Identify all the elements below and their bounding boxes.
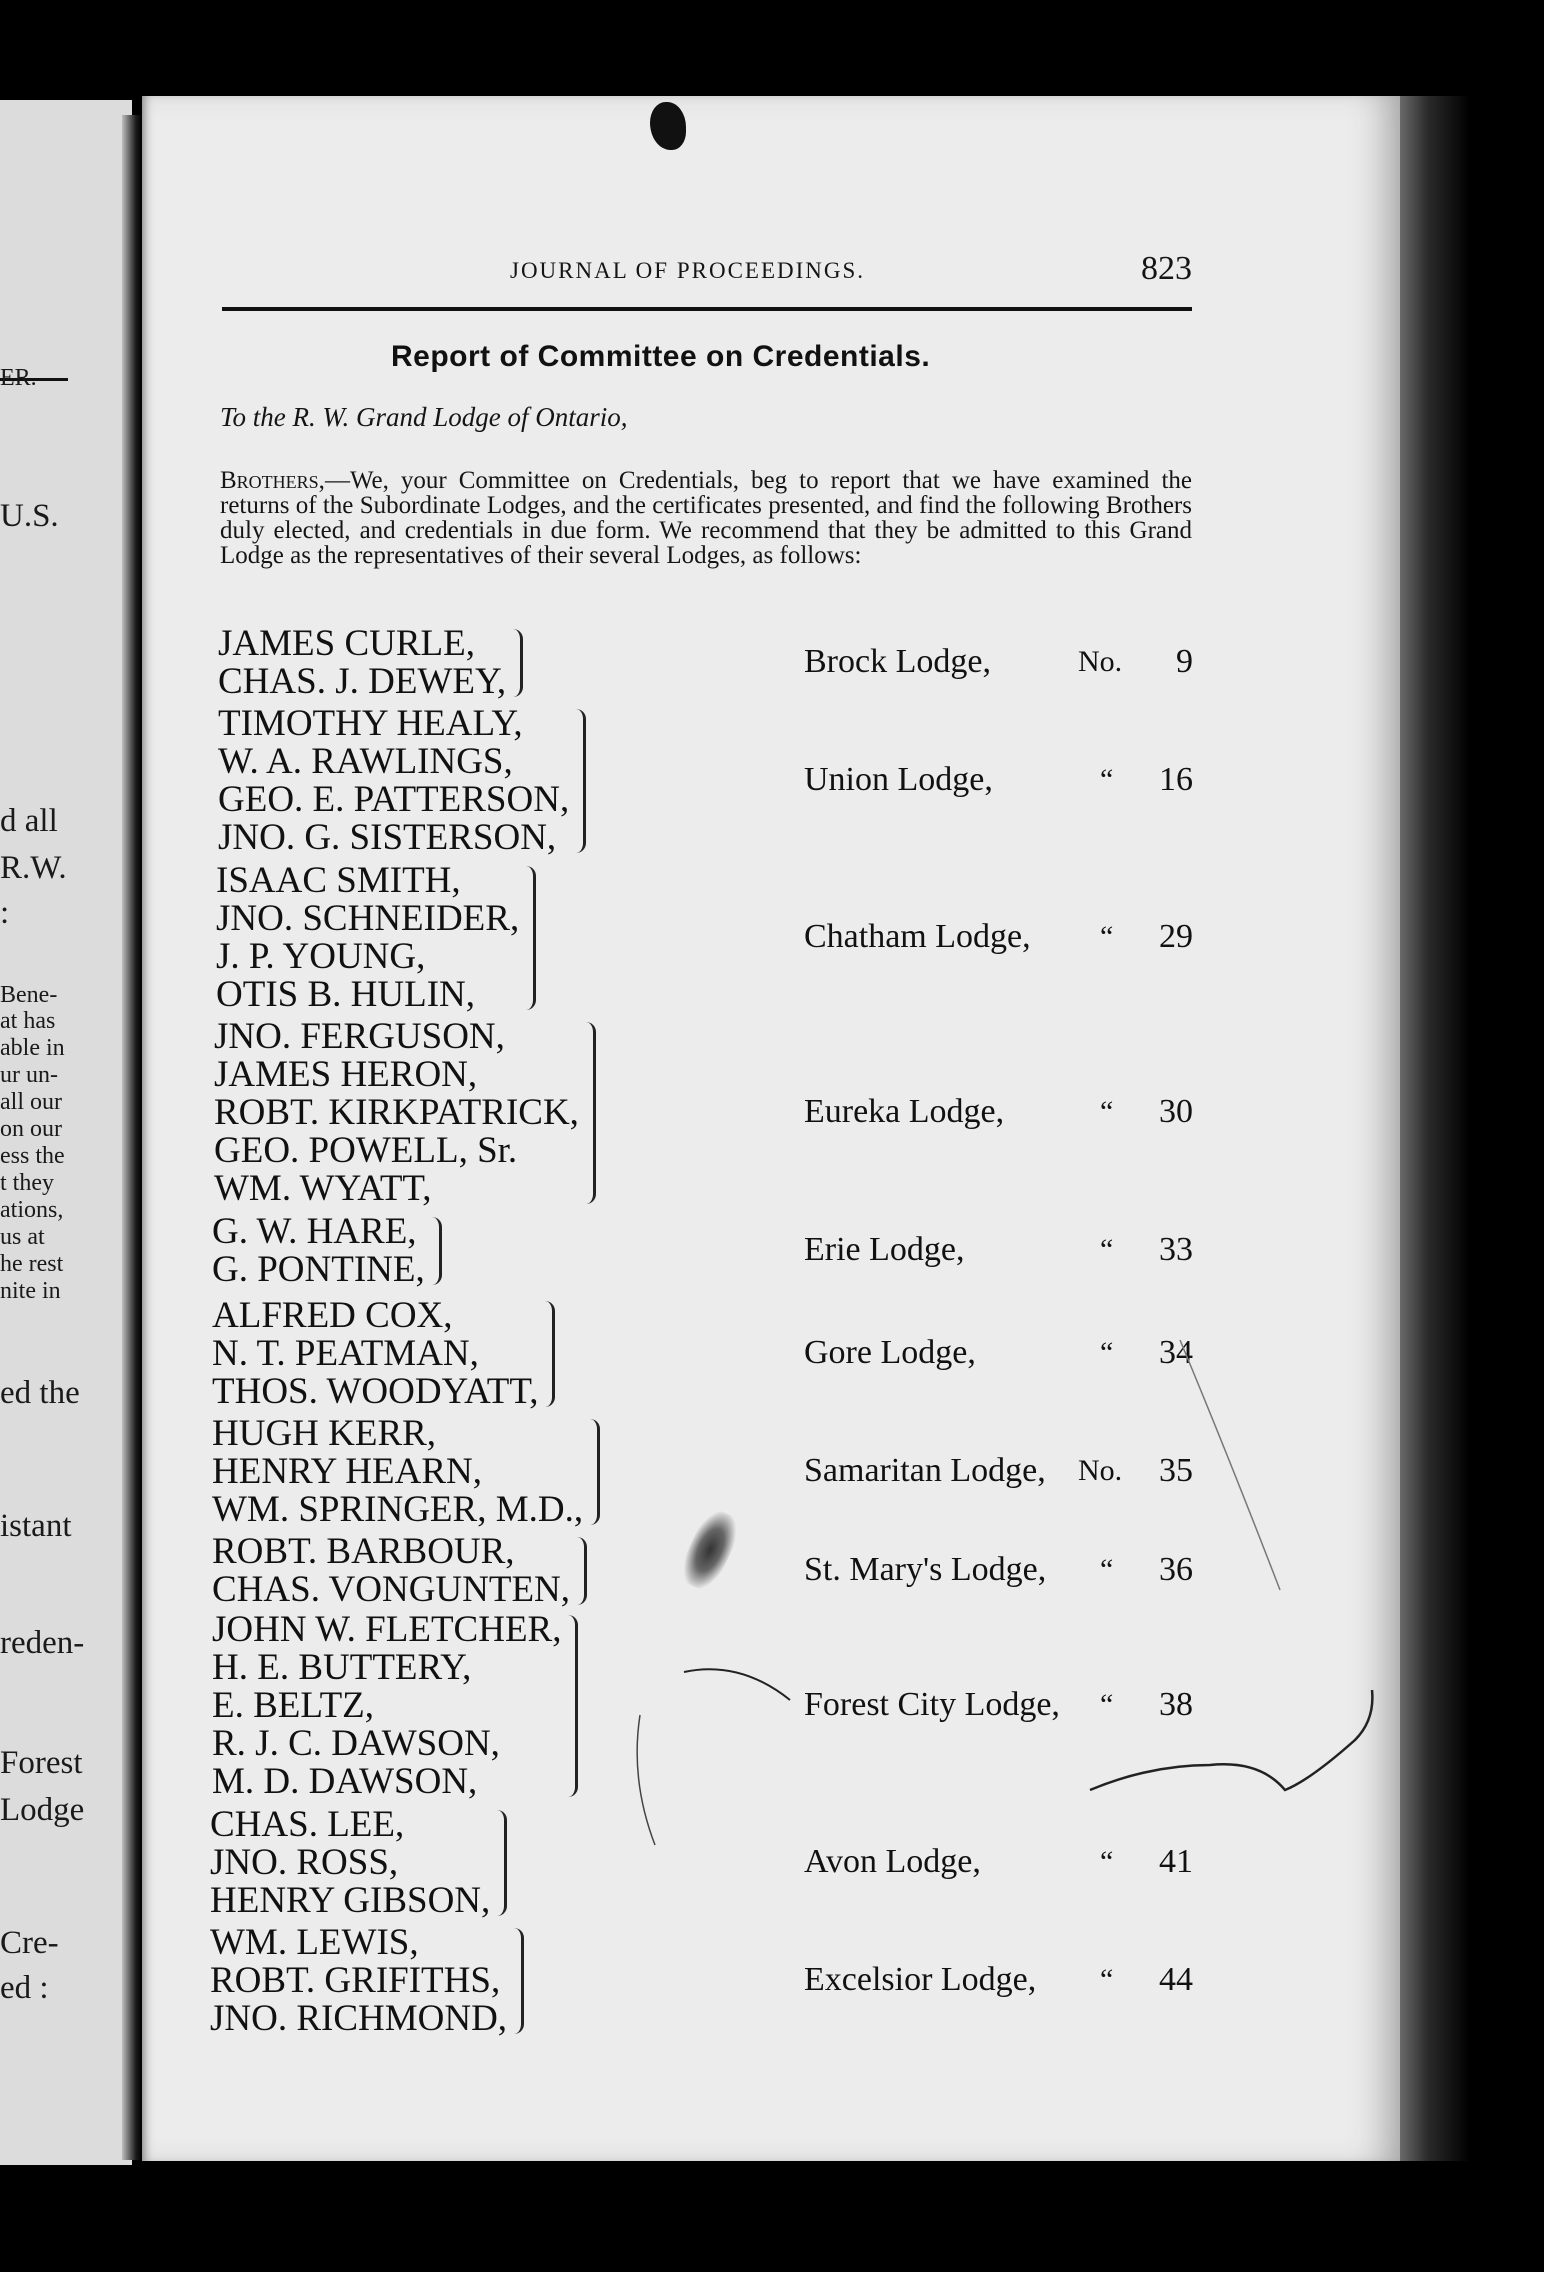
ditto-mark: “ <box>1100 1095 1114 1128</box>
ditto-mark: “ <box>1100 1553 1114 1586</box>
ditto-mark: “ <box>1100 920 1114 953</box>
left-page-text: Bene- <box>0 982 58 1008</box>
left-page-text: istant <box>0 1508 72 1544</box>
lodge-number: 35 <box>1159 1452 1193 1489</box>
running-header: JOURNAL OF PROCEEDINGS. <box>510 258 866 283</box>
lodge-number: 34 <box>1159 1334 1193 1371</box>
body-lead: Brothers, <box>220 467 325 494</box>
lodge-number: 36 <box>1159 1551 1193 1588</box>
page-number: 823 <box>1141 250 1192 287</box>
delegate-name: R. J. C. DAWSON, <box>212 1723 500 1764</box>
lodge-number: 33 <box>1159 1231 1193 1268</box>
delegate-name: H. E. BUTTERY, <box>212 1647 472 1688</box>
lodge-name: Union Lodge, <box>804 761 993 798</box>
left-page-text: ER. <box>0 365 37 391</box>
lodge-number: 41 <box>1159 1843 1193 1880</box>
delegate-name: CHAS. J. DEWEY, <box>218 661 507 702</box>
left-page-text: R.W. <box>0 850 67 886</box>
delegate-name: J. P. YOUNG, <box>216 936 426 977</box>
delegate-name: E. BELTZ, <box>212 1685 375 1726</box>
lodge-number: 9 <box>1176 643 1193 680</box>
ditto-mark: “ <box>1100 1688 1114 1721</box>
delegate-name: JOHN W. FLETCHER, <box>212 1609 562 1650</box>
ditto-mark: “ <box>1100 1336 1114 1369</box>
delegate-name: HUGH KERR, <box>212 1413 437 1454</box>
delegate-name: N. T. PEATMAN, <box>212 1333 479 1374</box>
ditto-mark: No. <box>1078 645 1123 678</box>
lodge-name: Avon Lodge, <box>804 1843 981 1880</box>
ditto-mark: “ <box>1100 1845 1114 1878</box>
delegate-name: JNO. FERGUSON, <box>214 1016 505 1057</box>
lodge-number: 29 <box>1159 918 1193 955</box>
delegate-name: GEO. POWELL, Sr. <box>214 1130 518 1171</box>
delegate-name: ISAAC SMITH, <box>216 860 461 901</box>
left-page-text: able in <box>0 1035 65 1061</box>
ditto-mark: No. <box>1078 1454 1123 1487</box>
delegate-name: ROBT. KIRKPATRICK, <box>214 1092 579 1133</box>
delegate-name: WM. SPRINGER, M.D., <box>212 1489 584 1530</box>
left-page-text: nite in <box>0 1278 61 1304</box>
delegate-name: CHAS. LEE, <box>210 1804 405 1845</box>
delegate-name: GEO. E. PATTERSON, <box>218 779 570 820</box>
left-page-text: us at <box>0 1224 45 1250</box>
lodge-number: 16 <box>1159 761 1193 798</box>
ditto-mark: “ <box>1100 1963 1114 1996</box>
left-page-text: ations, <box>0 1197 64 1223</box>
ditto-mark: “ <box>1100 1233 1114 1266</box>
salutation: To the R. W. Grand Lodge of Ontario, <box>220 402 628 432</box>
lodge-name: Samaritan Lodge, <box>804 1452 1046 1489</box>
delegate-name: W. A. RAWLINGS, <box>218 741 513 782</box>
left-page-text: ed : <box>0 1970 49 2006</box>
lodge-name: Brock Lodge, <box>804 643 991 680</box>
delegate-name: WM. WYATT, <box>214 1168 432 1209</box>
lodge-name: Chatham Lodge, <box>804 918 1031 955</box>
lodge-number: 44 <box>1159 1961 1193 1998</box>
ditto-mark: “ <box>1100 763 1114 796</box>
left-page-text: Lodge <box>0 1792 85 1828</box>
delegate-name: HENRY GIBSON, <box>210 1880 491 1921</box>
delegate-name: JNO. ROSS, <box>210 1842 399 1883</box>
left-page-text: at has <box>0 1008 56 1034</box>
lodge-name: Forest City Lodge, <box>804 1686 1060 1723</box>
delegate-name: M. D. DAWSON, <box>212 1761 478 1802</box>
lodge-number: 38 <box>1159 1686 1193 1723</box>
left-page-text: ed the <box>0 1375 80 1411</box>
delegate-name: JAMES HERON, <box>214 1054 478 1095</box>
left-page-text: Forest <box>0 1745 83 1781</box>
lodge-name: Excelsior Lodge, <box>804 1961 1037 1998</box>
delegate-name: ALFRED COX, <box>212 1295 453 1336</box>
delegate-name: ROBT. GRIFITHS, <box>210 1960 501 2001</box>
delegate-name: HENRY HEARN, <box>212 1451 482 1492</box>
lodge-name: Erie Lodge, <box>804 1231 965 1268</box>
lodge-name: Gore Lodge, <box>804 1334 976 1371</box>
delegate-name: G. PONTINE, <box>212 1249 425 1290</box>
delegate-name: JNO. RICHMOND, <box>210 1998 508 2039</box>
left-page-text: all our <box>0 1089 62 1115</box>
delegate-name: G. W. HARE, <box>212 1211 417 1252</box>
left-page-text: on our <box>0 1116 62 1142</box>
left-page-text: d all <box>0 803 58 839</box>
delegate-name: WM. LEWIS, <box>210 1922 419 1963</box>
delegate-name: OTIS B. HULIN, <box>216 974 475 1015</box>
delegate-name: JNO. G. SISTERSON, <box>218 817 557 858</box>
left-page-text: he rest <box>0 1251 64 1277</box>
lodge-number: 30 <box>1159 1093 1193 1130</box>
left-page-text: U.S. <box>0 498 59 534</box>
delegate-name: ROBT. BARBOUR, <box>212 1531 515 1572</box>
left-page-text: Cre- <box>0 1925 59 1961</box>
left-page-text: : <box>0 895 10 931</box>
lodge-name: St. Mary's Lodge, <box>804 1551 1047 1588</box>
delegate-name: JNO. SCHNEIDER, <box>216 898 520 939</box>
delegate-name: TIMOTHY HEALY, <box>218 703 523 744</box>
delegate-name: JAMES CURLE, <box>218 623 475 664</box>
body-text: —We, your Committee on Credentials, beg to report that we have examined the returns of the Subordinate Lodges, and the certificates presented, and find the following Brothers duly elected, and credentials in due form. We recommend that they be admitted to this Grand Lodge as the representatives of their several Lodges, as follows: <box>220 467 1192 569</box>
left-page-text: t they <box>0 1170 54 1196</box>
lodge-name: Eureka Lodge, <box>804 1093 1005 1130</box>
left-page-text: ess the <box>0 1143 65 1169</box>
left-page-text: reden- <box>0 1625 85 1661</box>
left-page-text: ur un- <box>0 1062 58 1088</box>
delegate-name: CHAS. VONGUNTEN, <box>212 1569 571 1610</box>
report-title: Report of Committee on Credentials. <box>391 340 931 373</box>
delegate-name: THOS. WOODYATT, <box>212 1371 539 1412</box>
